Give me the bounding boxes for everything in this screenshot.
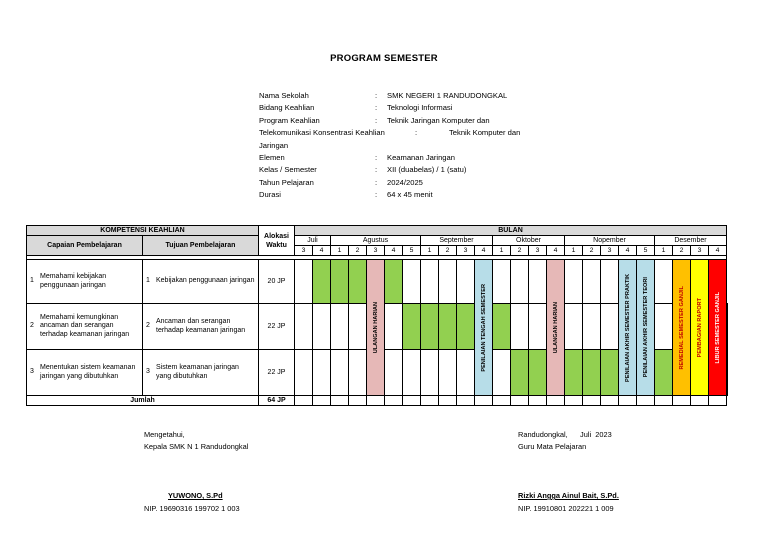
week-cell-active [349, 260, 367, 304]
week-cell-active [511, 350, 529, 396]
month-september: September [421, 236, 493, 246]
week-cell: 1 [331, 246, 349, 256]
info-row-element [259, 152, 520, 164]
info-sep: : [375, 91, 378, 100]
capaian-text: Menentukan sistem keamanan jaringan yang dibutuhkan [40, 364, 136, 380]
capaian-text: Memahami kebijakan penggunaan jaringan [40, 273, 107, 289]
sign-line: Randudongkal, Juli 2023 [518, 430, 612, 439]
week-cell: 2 [673, 246, 691, 256]
week-cell-active [421, 304, 439, 350]
ulangan-harian-label: ULANGAN HARIAN [552, 301, 559, 354]
week-cell-active [403, 304, 421, 350]
ulangan-harian-1 [367, 260, 385, 396]
week-cell [295, 396, 313, 406]
info-value: Keamanan Jaringan [387, 153, 455, 163]
signature-left-nip [144, 503, 240, 515]
week-cell: 1 [565, 246, 583, 256]
week-cell-active [385, 260, 403, 304]
libur-label: LIBUR SEMESTER GANJIL [714, 291, 721, 364]
week-cell [295, 260, 313, 304]
penilaian-akhir-semester-praktik [619, 260, 637, 396]
info-row-year [259, 177, 520, 189]
allocation-cell: 20 JP [259, 260, 295, 304]
week-cell: 1 [493, 246, 511, 256]
week-cell-active [583, 350, 601, 396]
info-label: Elemen [259, 153, 285, 163]
week-cell: 4 [709, 246, 727, 256]
month-group-header: BULAN [295, 226, 727, 236]
principal-nip: NIP. 19690316 199702 1 003 [144, 504, 240, 513]
info-row-school [259, 90, 520, 102]
info-sep: : [415, 128, 418, 138]
page-title: PROGRAM SEMESTER [330, 53, 438, 64]
info-label: Bidang Keahlian [259, 103, 315, 113]
week-cell [709, 396, 727, 406]
week-cell: 1 [655, 246, 673, 256]
week-cell [385, 304, 403, 350]
pembagian-raport [691, 260, 709, 396]
info-label: Telekomunikasi Konsentrasi Keahlian [259, 128, 385, 138]
pas-praktik-label: PENILAIAN AKHIR SEMESTER PRAKTIK [624, 273, 631, 382]
sign-line: Kepala SMK N 1 Randudongkal [144, 442, 249, 451]
info-row-concentration [259, 127, 520, 139]
info-row-duration [259, 189, 520, 201]
week-cell: 3 [457, 246, 475, 256]
month-juli: Juli [295, 236, 331, 246]
row-number: 1 [146, 277, 150, 285]
week-cell [439, 260, 457, 304]
signature-right-name [518, 490, 619, 502]
info-row-class [259, 164, 520, 176]
week-cell [385, 396, 403, 406]
total-value: 64 JP [259, 396, 295, 406]
week-cell-active [655, 350, 673, 396]
week-cell: 2 [349, 246, 367, 256]
info-value: XII (duabelas) / 1 (satu) [387, 165, 467, 175]
tujuan-cell [143, 260, 259, 304]
week-cell [529, 304, 547, 350]
week-cell-active [313, 260, 331, 304]
info-label: Tahun Pelajaran [259, 177, 314, 187]
week-cell: 5 [637, 246, 655, 256]
week-cell [475, 396, 493, 406]
week-cell: 1 [421, 246, 439, 256]
pas-teori-label: PENILAIAN AKHIR SEMESTER TEORI [642, 277, 649, 378]
info-label: Nama Sekolah [259, 91, 309, 100]
info-sep: : [375, 115, 378, 125]
tujuan-cell [143, 304, 259, 350]
signature-left-name [168, 490, 223, 502]
info-sep: : [375, 103, 378, 113]
week-cell [637, 396, 655, 406]
week-cell [367, 396, 385, 406]
month-nopember: Nopember [565, 236, 655, 246]
week-cell [421, 396, 439, 406]
info-row-continuation [259, 140, 520, 152]
week-cell: 2 [583, 246, 601, 256]
week-cell-active [601, 350, 619, 396]
week-cell [403, 350, 421, 396]
info-value: Teknik Jaringan Komputer dan [387, 115, 490, 125]
ulangan-harian-label: ULANGAN HARIAN [372, 301, 379, 354]
week-cell [601, 396, 619, 406]
week-cell [331, 304, 349, 350]
week-cell [691, 396, 709, 406]
info-label: Kelas / Semester [259, 165, 317, 175]
row-number: 2 [146, 322, 150, 330]
week-cell: 3 [601, 246, 619, 256]
week-cell: 4 [547, 246, 565, 256]
week-cell: 3 [529, 246, 547, 256]
info-label: Jaringan [259, 140, 289, 150]
info-sep: : [375, 177, 378, 187]
week-cell [583, 260, 601, 304]
week-cell [421, 260, 439, 304]
tujuan-cell [143, 350, 259, 396]
week-cell [349, 350, 367, 396]
week-cell [403, 260, 421, 304]
week-cell: 3 [691, 246, 709, 256]
remedial-label: REMEDIAL SEMESTER GANJIL [678, 285, 685, 370]
month-desember: Desember [655, 236, 727, 246]
week-cell [331, 350, 349, 396]
info-sep: : [375, 153, 378, 163]
week-cell [493, 260, 511, 304]
week-cell [385, 350, 403, 396]
week-cell [655, 260, 673, 304]
identity-block [259, 90, 520, 202]
week-cell [619, 396, 637, 406]
week-cell [439, 350, 457, 396]
week-cell: 3 [295, 246, 313, 256]
week-cell [457, 396, 475, 406]
week-cell [457, 350, 475, 396]
capaian-cell [27, 304, 143, 350]
remedial-semester-ganjil [673, 260, 691, 396]
row-number: 1 [30, 277, 34, 285]
week-cell [493, 350, 511, 396]
tujuan-header: Tujuan Pembelajaran [143, 236, 259, 256]
info-value: Teknik Komputer dan [449, 128, 521, 138]
week-cell: 4 [385, 246, 403, 256]
week-cell: 5 [403, 246, 421, 256]
week-cell [727, 304, 728, 350]
raport-label: PEMBAGIAN RAPORT [696, 297, 703, 358]
teacher-name: Rizki Angga Ainul Bait, S.Pd. [518, 491, 619, 500]
week-cell-active [565, 350, 583, 396]
info-value: 64 x 45 menit [387, 190, 433, 200]
week-cell [565, 304, 583, 350]
week-cell [349, 396, 367, 406]
tujuan-text: Sistem keamanan jaringan yang dibutuhkan [156, 364, 239, 380]
week-cell [601, 260, 619, 304]
week-cell [313, 350, 331, 396]
row-number: 2 [30, 322, 34, 330]
week-cell [565, 260, 583, 304]
week-cell [565, 396, 583, 406]
allocation-cell: 22 JP [259, 350, 295, 396]
week-cell [439, 396, 457, 406]
info-sep: : [375, 165, 378, 175]
week-cell [583, 304, 601, 350]
info-value: Teknologi Informasi [387, 103, 453, 113]
semester-program-table [26, 225, 728, 406]
week-cell [673, 396, 691, 406]
week-cell [421, 350, 439, 396]
week-cell-active [439, 304, 457, 350]
week-cell [601, 304, 619, 350]
week-cell [295, 304, 313, 350]
penilaian-akhir-semester-teori [637, 260, 655, 396]
info-label: Durasi [259, 190, 281, 200]
week-cell [403, 396, 421, 406]
info-sep: : [375, 190, 378, 200]
week-cell [511, 396, 529, 406]
capaian-cell [27, 260, 143, 304]
capaian-cell [27, 350, 143, 396]
penilaian-tengah-semester [475, 260, 493, 396]
week-cell [727, 350, 728, 396]
libur-semester-ganjil [709, 260, 727, 396]
week-cell [529, 260, 547, 304]
week-cell [313, 396, 331, 406]
week-cell: 4 [313, 246, 331, 256]
info-value: 2024/2025 [387, 177, 423, 187]
week-cell: 4 [475, 246, 493, 256]
month-agustus: Agustus [331, 236, 421, 246]
allocation-header: Alokasi Waktu [259, 226, 295, 256]
signature-right [518, 429, 612, 453]
info-row-program [259, 115, 520, 127]
week-cell [313, 304, 331, 350]
competency-header: KOMPETENSI KEAHLIAN [27, 226, 259, 236]
week-cell: 2 [439, 246, 457, 256]
week-cell [457, 260, 475, 304]
week-cell-active [457, 304, 475, 350]
tujuan-text: Kebijakan penggunaan jaringan [156, 277, 255, 285]
week-cell-active [529, 350, 547, 396]
week-cell-active [493, 304, 511, 350]
week-cell: 2 [511, 246, 529, 256]
sign-line: Mengetahui, [144, 430, 185, 439]
week-cell: 4 [619, 246, 637, 256]
week-cell [511, 304, 529, 350]
capaian-text: Memahami kemungkinan ancaman dan serangan terhadap keamanan jaringan [40, 314, 130, 338]
row-number: 3 [146, 368, 150, 376]
row-number: 3 [30, 368, 34, 376]
info-row-field [259, 102, 520, 114]
capaian-header: Capaian Pembelajaran [27, 236, 143, 256]
info-value: SMK NEGERI 1 RANDUDONGKAL [387, 91, 508, 100]
ulangan-harian-2 [547, 260, 565, 396]
week-cell [511, 260, 529, 304]
allocation-cell: 22 JP [259, 304, 295, 350]
pts-label: PENILAIAN TENGAH SEMESTER [480, 283, 487, 372]
week-cell [655, 304, 673, 350]
total-label: Jumlah [27, 396, 259, 406]
week-cell-active [331, 260, 349, 304]
week-cell [493, 396, 511, 406]
week-cell [349, 304, 367, 350]
sign-line: Guru Mata Pelajaran [518, 442, 587, 451]
week-cell [295, 350, 313, 396]
teacher-nip: NIP. 19910801 202221 1 009 [518, 504, 614, 513]
week-cell [529, 396, 547, 406]
signature-right-nip [518, 503, 614, 515]
week-cell: 3 [367, 246, 385, 256]
month-oktober: Oktober [493, 236, 565, 246]
info-label: Program Keahlian [259, 115, 320, 125]
principal-name: YUWONO, S.Pd [168, 491, 223, 500]
tujuan-text: Ancaman dan serangan terhadap keamanan jaringan [156, 318, 246, 334]
week-cell [547, 396, 565, 406]
week-cell [331, 396, 349, 406]
week-cell [583, 396, 601, 406]
week-cell [655, 396, 673, 406]
signature-left [144, 429, 248, 453]
